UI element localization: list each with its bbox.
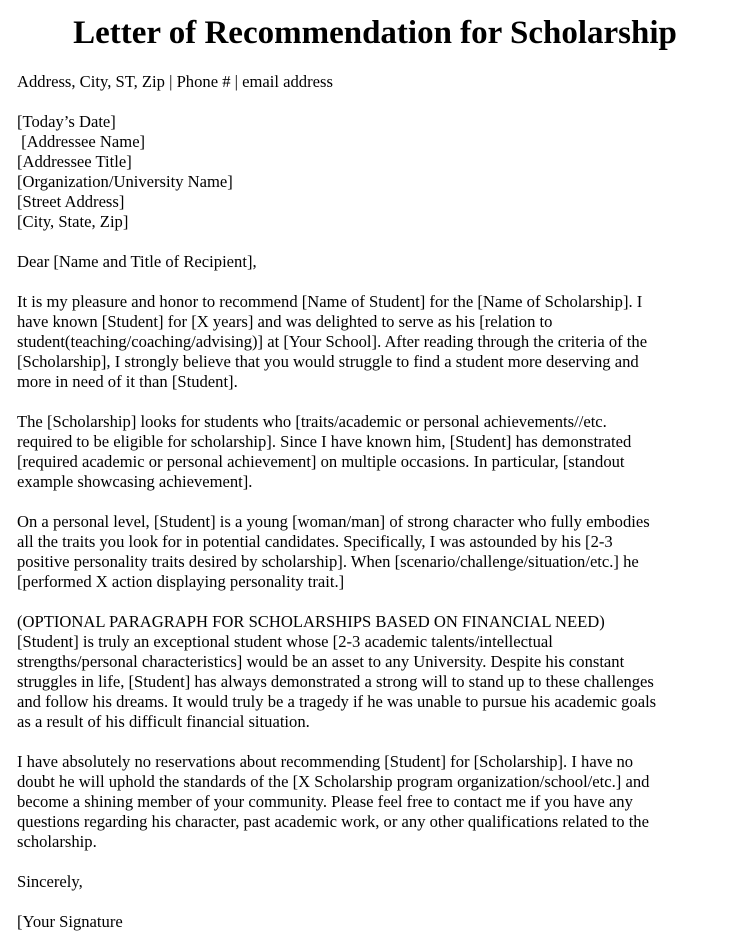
signature: [Your Signature: [17, 912, 123, 931]
paragraph-line: [performed X action displaying personality trait.]: [17, 572, 345, 591]
paragraph-line: The [Scholarship] looks for students who [traits/academic or personal achievements//etc.: [17, 412, 607, 431]
paragraph-introduction: [17, 292, 717, 392]
document-title: Letter of Recommendation for Scholarship: [73, 15, 677, 51]
addressee-title: [Addressee Title]: [17, 152, 132, 171]
paragraph-line: struggles in life, [Student] has always demonstrated a strong will to stand up to these challenges: [17, 672, 654, 691]
paragraph-line: doubt he will uphold the standards of the [X Scholarship program organization/school/etc.] and: [17, 772, 650, 791]
closing: Sincerely,: [17, 872, 83, 891]
paragraph-line: scholarship.: [17, 832, 97, 851]
paragraph-line: example showcasing achievement].: [17, 472, 253, 491]
paragraph-line: I have absolutely no reservations about recommending [Student] for [Scholarship]. I have no: [17, 752, 634, 771]
paragraph-line: have known [Student] for [X years] and was delighted to serve as his [relation to: [17, 312, 553, 331]
paragraph-line: as a result of his difficult financial situation.: [17, 712, 310, 731]
paragraph-achievements: [17, 412, 717, 492]
paragraph-line: positive personality traits desired by scholarship]. When [scenario/challenge/situation/etc.] he: [17, 552, 639, 571]
paragraph-conclusion: [17, 752, 717, 852]
paragraph-line: strengths/personal characteristics] would be an asset to any University. Despite his constant: [17, 652, 625, 671]
organization-name: [Organization/University Name]: [17, 172, 233, 191]
paragraph-character: [17, 512, 717, 592]
paragraph-financial-need: [17, 612, 717, 732]
paragraph-line: student(teaching/coaching/advising)] at [Your School]. After reading through the criteria of the: [17, 332, 648, 351]
address-block: [17, 112, 717, 232]
paragraph-line: and follow his dreams. It would truly be a tragedy if he was unable to pursue his academic goals: [17, 692, 657, 711]
paragraph-line: (OPTIONAL PARAGRAPH FOR SCHOLARSHIPS BASED ON FINANCIAL NEED): [17, 612, 605, 631]
paragraph-line: more in need of it than [Student].: [17, 372, 238, 391]
paragraph-line: required to be eligible for scholarship]. Since I have known him, [Student] has demonstrated: [17, 432, 632, 451]
city-state-zip: [City, State, Zip]: [17, 212, 129, 231]
addressee-name: [Addressee Name]: [17, 132, 146, 151]
paragraph-line: all the traits you look for in potential candidates. Specifically, I was astounded by his [2-3: [17, 532, 613, 551]
paragraph-line: [required academic or personal achievement] on multiple occasions. In particular, [standout: [17, 452, 625, 471]
contact-line: Address, City, ST, Zip | Phone # | email address: [17, 72, 333, 91]
paragraph-line: It is my pleasure and honor to recommend [Name of Student] for the [Name of Scholarship]. I: [17, 292, 643, 311]
salutation: Dear [Name and Title of Recipient],: [17, 252, 257, 271]
paragraph-line: questions regarding his character, past academic work, or any other qualifications related to the: [17, 812, 649, 831]
letter-body: [17, 72, 717, 932]
paragraph-line: become a shining member of your community. Please feel free to contact me if you have any: [17, 792, 633, 811]
paragraph-line: On a personal level, [Student] is a young [woman/man] of strong character who fully embodies: [17, 512, 650, 531]
date-line: [Today’s Date]: [17, 112, 116, 131]
paragraph-line: [Scholarship], I strongly believe that you would struggle to find a student more deserving and: [17, 352, 639, 371]
street-address: [Street Address]: [17, 192, 125, 211]
paragraph-line: [Student] is truly an exceptional student whose [2-3 academic talents/intellectual: [17, 632, 553, 651]
